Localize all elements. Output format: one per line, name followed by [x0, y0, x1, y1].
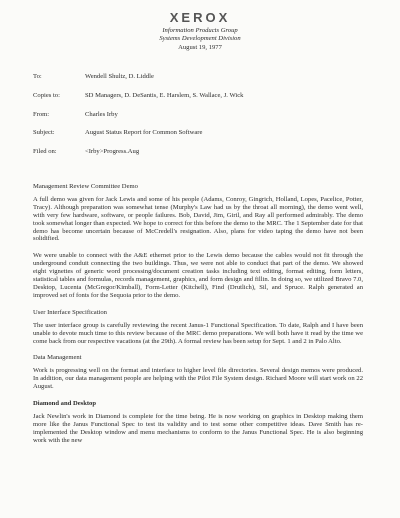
xerox-logo: XEROX [169, 10, 231, 25]
copies-value: SD Managers, D. DeSantis, E. Harslem, S. Wallace, J. Wick [85, 91, 244, 99]
paragraph: Jack Newlin's work in Diamond is complete for the time being. He is now working on graphics in Desktop making them more like the Janus Functional Spec to test its validity and to test some other competitive ideas. Dave Smith has re-implemented the Desktop window and menu mechanisms to conform to the Janus Functional Spec. He is also beginning work with the new [33, 412, 363, 444]
paragraph: The user interface group is carefully reviewing the recent Janus-1 Functional Specification. To date, Ralph and I have been unable to devote much time to this review because of the MRC demo preparations. We will both have it read by the time we come back from our respective vacations (at the 29th). A formal review has been setup for Sept. 1 and 2 in Palo Alto. [33, 321, 363, 345]
subject-value: August Status Report for Common Software [85, 129, 203, 137]
subject-label: Subject: [33, 129, 55, 137]
paragraph: We were unable to connect with the A&E ethernet prior to the Lewis demo because the cables would not fit through the underground conduit connecting the two buildings. Thus, we were not able to conduct that part of the demo. We showed eight vignettes of generic word processing/document creation tasks including text editing, format editing, form letters, statistical tables and formulas, records management, graphics, and form design and fillin. In doing so, we utilized Bravo 7.0, Desktop, Lucenta (McGregor/Kimball), Form-Letter (Kitchell), Find (Drutlich), Sil, and Spruce. Ralph generated an improved set of fonts for the Sequoia prior to the demo. [33, 252, 363, 299]
from-value: Charles Irby [85, 110, 118, 118]
from-label: From: [33, 110, 50, 118]
section-heading-ui-spec: User Interface Specification [33, 308, 107, 316]
memo-body [33, 183, 363, 454]
to-label: To: [33, 73, 42, 80]
filed-label: Filed on: [33, 148, 57, 156]
copies-label: Copies to: [33, 91, 60, 99]
paragraph: Work is progressing well on the format and interface to higher level file directories. Several design memos were produced. In addition, our data management people are helping with the Pilot File System design. Richard Moore will start work on 22 August. [33, 367, 363, 391]
to-value: Wendell Shultz, D. Liddle [85, 73, 154, 80]
org-line1: Information Products Group [162, 27, 238, 34]
filed-value: <Irby>Progress.Aug [85, 148, 140, 156]
section-heading-mrc-demo: Management Review Committee Demo [33, 183, 138, 190]
section-heading-diamond-desktop: Diamond and Desktop [33, 400, 97, 408]
memo-date: August 19, 1977 [178, 43, 222, 51]
paragraph: A full demo was given for Jack Lewis and some of his people (Adams, Conroy, Gingrich, Holland, Lopes, Pacelice, Potter, Tracy). Although preparation was somewhat tense (Murphy's Law had us by the throat all morning), the demo went well, with very few hardware, software, or people failures. Bob, David, Jim, Giril, and Ray all performed admirably. The demo took somewhat longer than expected. We hope to correct for this before the demo to the MRC. The 1 September date for that demo has become uncertain because of McCredell's resignation. Also, plans for video taping the demo have not been solidified. [33, 195, 363, 243]
org-header [0, 27, 400, 52]
section-heading-data-management: Data Management [33, 354, 82, 362]
org-line2: Systems Development Division [159, 35, 241, 43]
